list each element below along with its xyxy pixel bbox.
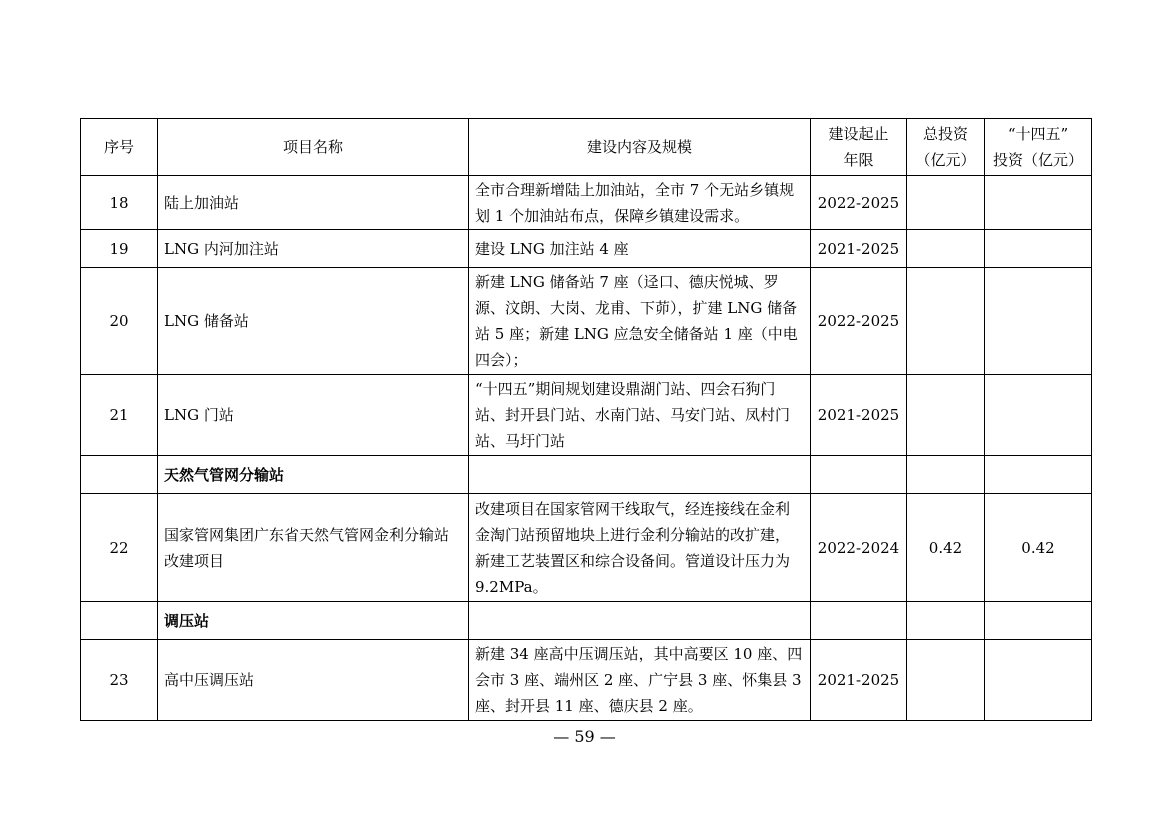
row-period: 2022-2024 xyxy=(811,494,907,602)
row-name: LNG 门站 xyxy=(158,375,469,456)
header-content: 建设内容及规模 xyxy=(469,119,811,176)
header-period-line2: 年限 xyxy=(843,151,874,169)
row-total xyxy=(907,640,985,721)
header-name: 项目名称 xyxy=(158,119,469,176)
row-period: 2022-2025 xyxy=(811,268,907,375)
row-content: 改建项目在国家管网干线取气，经连接线在金利金淘门站预留地块上进行金利分输站的改扩建，新建工艺装置区和综合设备间。管道设计压力为 9.2MPa。 xyxy=(469,494,811,602)
section-seq-empty xyxy=(81,602,158,640)
row-fyp xyxy=(985,375,1092,456)
row-total: 0.42 xyxy=(907,494,985,602)
row-content: 新建 LNG 储备站 7 座（迳口、德庆悦城、罗源、汶朗、大岗、龙甫、下茆），扩建 LNG 储备站 5 座；新建 LNG 应急安全储备站 1 座（中电四会）； xyxy=(469,268,811,375)
header-fyp-line2: 投资（亿元） xyxy=(992,151,1083,169)
row-total xyxy=(907,375,985,456)
section-empty xyxy=(907,602,985,640)
section-row xyxy=(81,456,1092,494)
header-total xyxy=(907,119,985,176)
row-total xyxy=(907,268,985,375)
row-fyp xyxy=(985,640,1092,721)
table-row xyxy=(81,375,1092,456)
row-name: 陆上加油站 xyxy=(158,176,469,230)
row-content: 新建 34 座高中压调压站，其中高要区 10 座、四会市 3 座、端州区 2 座、广宁县 3 座、怀集县 3 座、封开县 11 座、德庆县 2 座。 xyxy=(469,640,811,721)
row-name: LNG 内河加注站 xyxy=(158,230,469,268)
row-fyp xyxy=(985,268,1092,375)
section-empty xyxy=(985,602,1092,640)
row-seq: 22 xyxy=(81,494,158,602)
header-fyp xyxy=(985,119,1092,176)
row-fyp: 0.42 xyxy=(985,494,1092,602)
project-table xyxy=(80,118,1092,721)
table-row xyxy=(81,268,1092,375)
row-content: 建设 LNG 加注站 4 座 xyxy=(469,230,811,268)
section-empty xyxy=(469,602,811,640)
page-number: — 59 — xyxy=(553,727,616,746)
row-seq: 19 xyxy=(81,230,158,268)
header-row xyxy=(81,119,1092,176)
header-period-line1: 建设起止 xyxy=(828,125,889,143)
section-title: 天然气管网分输站 xyxy=(158,456,469,494)
row-seq: 21 xyxy=(81,375,158,456)
header-total-line1: 总投资 xyxy=(922,125,968,143)
header-fyp-line1: “十四五” xyxy=(1007,125,1069,143)
table-row xyxy=(81,230,1092,268)
section-empty xyxy=(907,456,985,494)
row-name: 国家管网集团广东省天然气管网金利分输站改建项目 xyxy=(158,494,469,602)
section-empty xyxy=(469,456,811,494)
row-name: LNG 储备站 xyxy=(158,268,469,375)
row-period: 2021-2025 xyxy=(811,230,907,268)
header-seq: 序号 xyxy=(81,119,158,176)
header-total-line2: （亿元） xyxy=(915,151,976,169)
row-seq: 18 xyxy=(81,176,158,230)
table-row xyxy=(81,494,1092,602)
row-name: 高中压调压站 xyxy=(158,640,469,721)
section-empty xyxy=(811,602,907,640)
row-content: 全市合理新增陆上加油站，全市 7 个无站乡镇规划 1 个加油站布点，保障乡镇建设需求。 xyxy=(469,176,811,230)
row-fyp xyxy=(985,176,1092,230)
row-period: 2021-2025 xyxy=(811,640,907,721)
section-row xyxy=(81,602,1092,640)
section-seq-empty xyxy=(81,456,158,494)
header-period xyxy=(811,119,907,176)
row-content: “十四五”期间规划建设鼎湖门站、四会石狗门站、封开县门站、水南门站、马安门站、凤村门站、马圩门站 xyxy=(469,375,811,456)
row-seq: 20 xyxy=(81,268,158,375)
section-title: 调压站 xyxy=(158,602,469,640)
row-period: 2021-2025 xyxy=(811,375,907,456)
table-row xyxy=(81,176,1092,230)
section-empty xyxy=(811,456,907,494)
section-empty xyxy=(985,456,1092,494)
row-period: 2022-2025 xyxy=(811,176,907,230)
table-row xyxy=(81,640,1092,721)
row-seq: 23 xyxy=(81,640,158,721)
row-total xyxy=(907,176,985,230)
row-fyp xyxy=(985,230,1092,268)
row-total xyxy=(907,230,985,268)
